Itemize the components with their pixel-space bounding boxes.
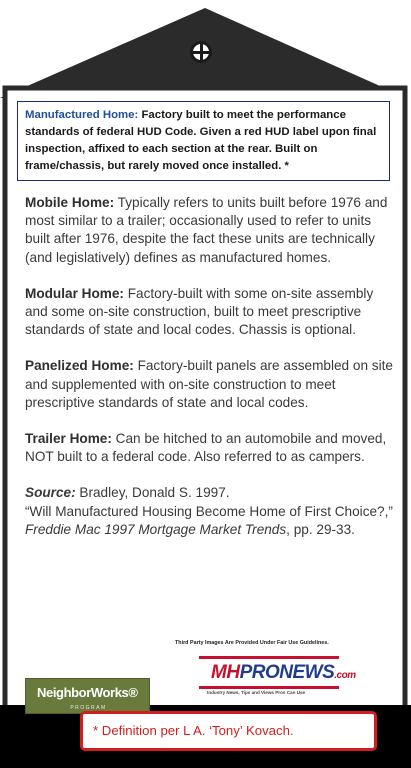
definition-panelized-home — [25, 357, 395, 412]
definition-term: Modular Home: — [25, 285, 124, 301]
definition-term: Manufactured Home: — [25, 109, 139, 121]
logo-mh: MH — [211, 662, 240, 683]
logo-rule-bottom — [199, 686, 339, 689]
definition-text: Typically refers to units built before 1976 and most similar to a trailer; occasionally used to refer to units built after 1976, despite the fact these units are technically (and legislatively) defines as manufactured homes. — [25, 195, 388, 265]
nw-name: NeighborWorks — [37, 685, 129, 700]
definitions-list — [25, 194, 395, 539]
manufactured-home-definition — [17, 101, 390, 181]
source-pages: , pp. 29-33. — [286, 521, 355, 537]
logo-tagline: Industry News, Tips and Views Pros Can Use — [207, 690, 306, 695]
source-quote: “Will Manufactured Housing Become Home of First Choice?,” — [25, 503, 393, 519]
source-citation — [25, 484, 395, 539]
source-publication: Freddie Mac 1997 Mortgage Market Trends — [25, 521, 287, 537]
definition-term: Mobile Home: — [25, 195, 115, 210]
source-label: Source: — [25, 485, 76, 501]
attic-vent-icon — [190, 41, 212, 63]
nw-reg: ® — [128, 685, 138, 700]
definition-term: Panelized Home: — [25, 358, 134, 374]
definition-term: Trailer Home: — [25, 431, 112, 447]
definition-trailer-home — [25, 430, 395, 466]
definition-mobile-home — [25, 194, 395, 267]
fair-use-note: Third Party Images Are Provided Under Fair Use Guidelines. — [175, 640, 329, 646]
definition-text: Can be hitched to an automobile and moved, NOT built to a federal code. Also referred to as campers. — [25, 431, 387, 465]
logo-rule-top — [199, 656, 339, 659]
logo-pronews: PRONEWS — [239, 662, 335, 683]
definition-footnote: * Definition per L A. ‘Tony’ Kovach. — [80, 711, 377, 751]
definition-text: Factory-built panels are assembled on site and supplemented with on-site construction to meet prescriptive standards of state and local codes. — [25, 358, 393, 410]
source-author: Bradley, Donald S. 1997. — [79, 485, 230, 501]
definition-modular-home — [25, 285, 395, 340]
definition-text: Factory-built with some on-site assembly and some on-site construction, built to meet prescriptive standards of state and local codes. Chassis is optional. — [25, 285, 374, 338]
logo-com: .com — [334, 670, 356, 681]
neighborworks-logo — [25, 678, 150, 714]
definition-text: Factory built to meet the performance standards of federal HUD Code. Given a red HUD label upon final inspection, affixed to each section at the rear. Built on frame/chassis, but rarely moved once installed. * — [25, 109, 377, 172]
nw-program: PROGRAM — [70, 705, 107, 711]
mhpronews-logo — [199, 652, 356, 706]
